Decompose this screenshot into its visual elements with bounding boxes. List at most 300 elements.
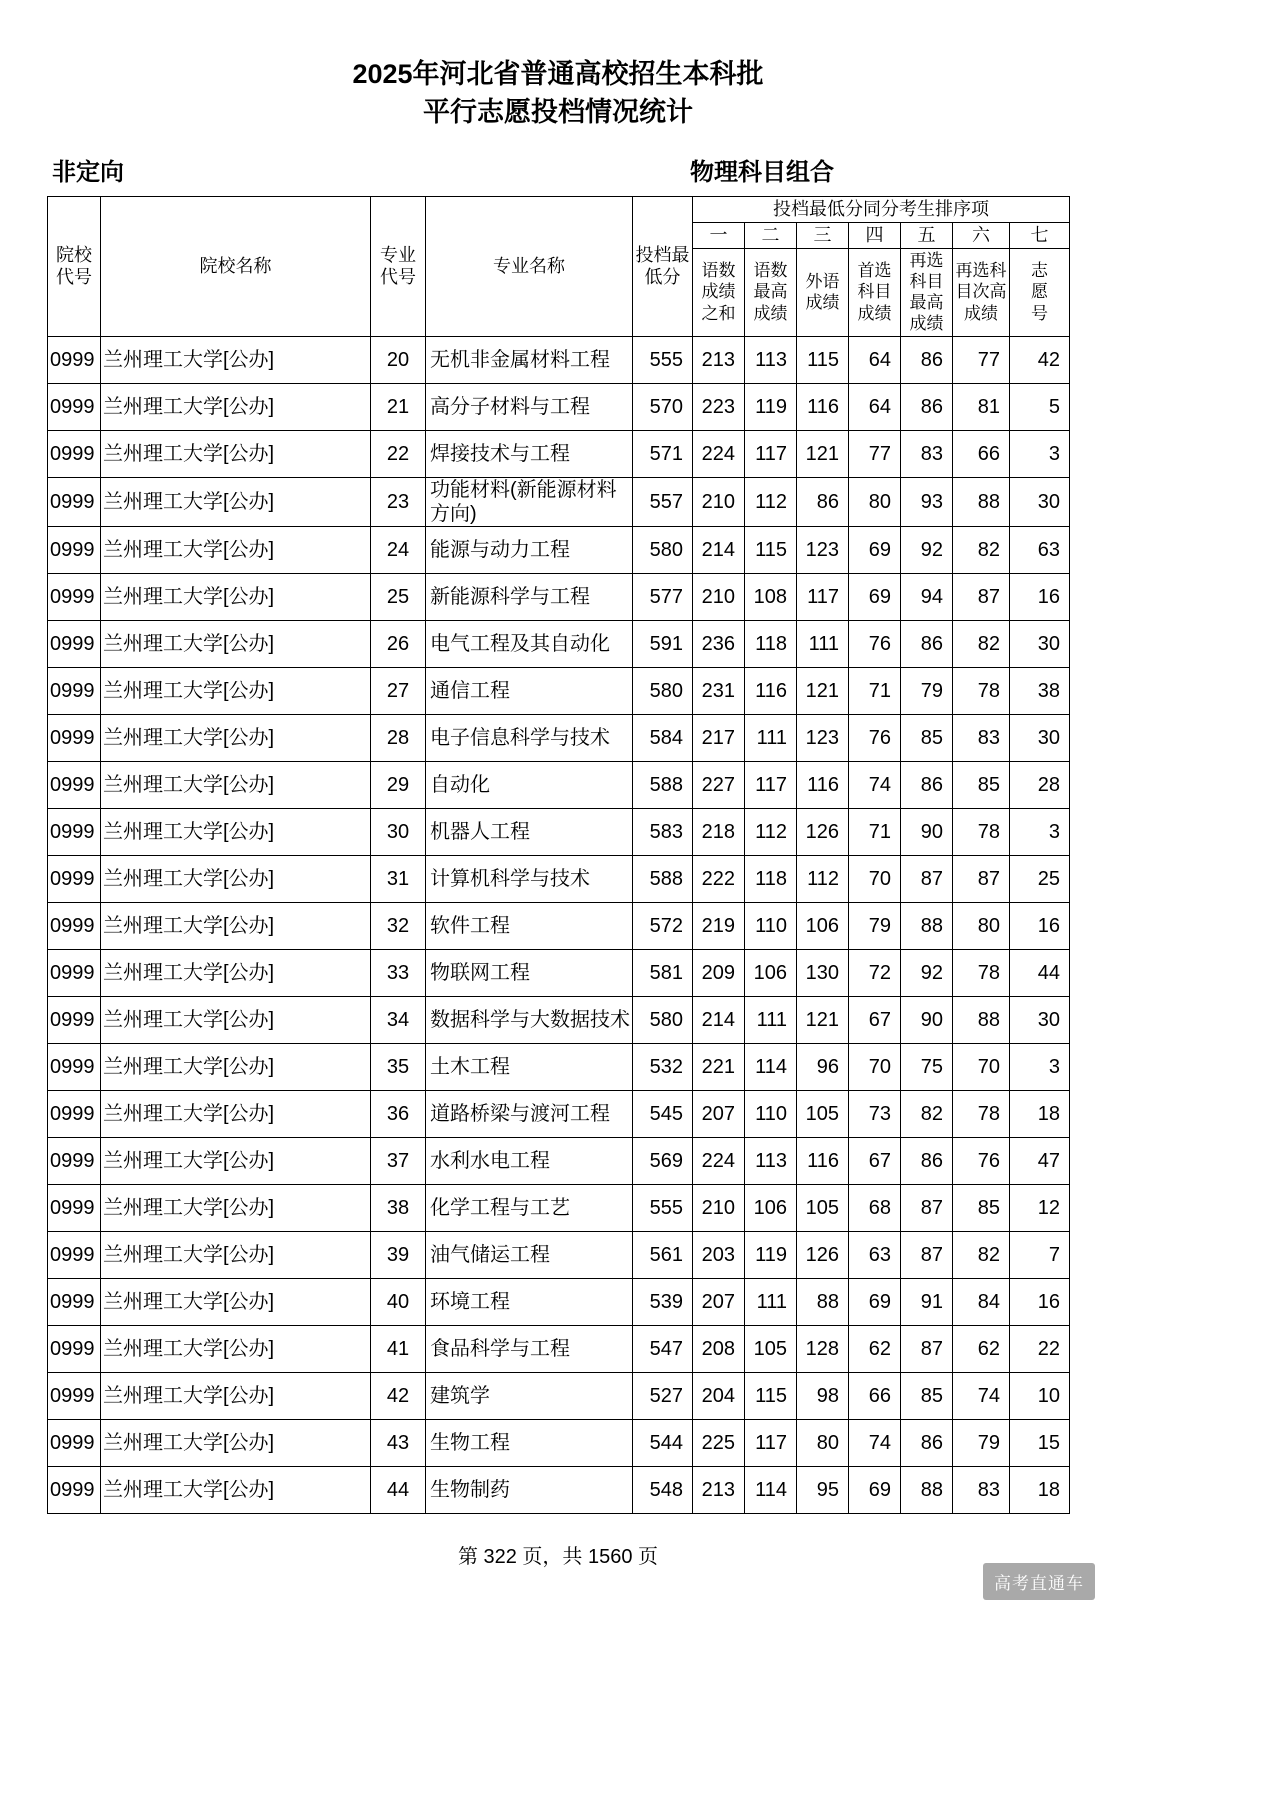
major-name-cell: 无机非金属材料工程	[426, 336, 633, 383]
header-tiebreak-group: 投档最低分同分考生排序项	[693, 196, 1070, 222]
college-code-cell: 0999	[48, 855, 101, 902]
tiebreak-4-cell: 67	[849, 1137, 901, 1184]
tiebreak-1-cell: 217	[693, 714, 745, 761]
major-name-cell: 电气工程及其自动化	[426, 620, 633, 667]
tiebreak-7-cell: 63	[1010, 526, 1070, 573]
header-tiebreak-num-2: 二	[745, 222, 797, 248]
header-tiebreak-label-1: 语数成绩之和	[693, 248, 745, 336]
tiebreak-6-cell: 82	[953, 526, 1010, 573]
college-code-cell: 0999	[48, 573, 101, 620]
tiebreak-7-cell: 25	[1010, 855, 1070, 902]
college-name-cell: 兰州理工大学[公办]	[101, 620, 371, 667]
table-row	[48, 855, 1070, 902]
college-code-cell: 0999	[48, 714, 101, 761]
tiebreak-5-cell: 87	[901, 1184, 953, 1231]
major-name-cell: 功能材料(新能源材料方向)	[426, 477, 633, 526]
tiebreak-1-cell: 210	[693, 1184, 745, 1231]
tiebreak-5-cell: 90	[901, 808, 953, 855]
tiebreak-2-cell: 117	[745, 1419, 797, 1466]
tiebreak-7-cell: 5	[1010, 383, 1070, 430]
major-code-cell: 38	[371, 1184, 426, 1231]
tiebreak-7-cell: 18	[1010, 1090, 1070, 1137]
tiebreak-7-cell: 30	[1010, 477, 1070, 526]
min-score-cell: 548	[633, 1466, 693, 1513]
table-row	[48, 1137, 1070, 1184]
tiebreak-7-cell: 42	[1010, 336, 1070, 383]
header-college-name: 院校名称	[101, 196, 371, 336]
tiebreak-1-cell: 210	[693, 477, 745, 526]
table-row	[48, 902, 1070, 949]
tiebreak-1-cell: 218	[693, 808, 745, 855]
college-code-cell: 0999	[48, 336, 101, 383]
header-tiebreak-label-2: 语数最高成绩	[745, 248, 797, 336]
major-code-cell: 23	[371, 477, 426, 526]
tiebreak-4-cell: 72	[849, 949, 901, 996]
table-row	[48, 1419, 1070, 1466]
college-name-cell: 兰州理工大学[公办]	[101, 808, 371, 855]
tiebreak-2-cell: 111	[745, 714, 797, 761]
min-score-cell: 580	[633, 526, 693, 573]
tiebreak-4-cell: 74	[849, 1419, 901, 1466]
tiebreak-7-cell: 30	[1010, 620, 1070, 667]
tiebreak-1-cell: 203	[693, 1231, 745, 1278]
document-page	[47, 0, 1069, 1569]
tiebreak-4-cell: 71	[849, 808, 901, 855]
tiebreak-4-cell: 79	[849, 902, 901, 949]
tiebreak-4-cell: 77	[849, 430, 901, 477]
tiebreak-6-cell: 77	[953, 336, 1010, 383]
tiebreak-4-cell: 67	[849, 996, 901, 1043]
tiebreak-5-cell: 83	[901, 430, 953, 477]
college-name-cell: 兰州理工大学[公办]	[101, 1090, 371, 1137]
major-name-cell: 计算机科学与技术	[426, 855, 633, 902]
major-code-cell: 24	[371, 526, 426, 573]
tiebreak-4-cell: 68	[849, 1184, 901, 1231]
tiebreak-1-cell: 208	[693, 1325, 745, 1372]
tiebreak-6-cell: 74	[953, 1372, 1010, 1419]
tiebreak-4-cell: 76	[849, 620, 901, 667]
college-code-cell: 0999	[48, 902, 101, 949]
tiebreak-4-cell: 63	[849, 1231, 901, 1278]
min-score-cell: 555	[633, 336, 693, 383]
tiebreak-1-cell: 225	[693, 1419, 745, 1466]
tiebreak-6-cell: 84	[953, 1278, 1010, 1325]
tiebreak-7-cell: 18	[1010, 1466, 1070, 1513]
tiebreak-1-cell: 210	[693, 573, 745, 620]
tiebreak-5-cell: 86	[901, 1419, 953, 1466]
table-row	[48, 1231, 1070, 1278]
college-name-cell: 兰州理工大学[公办]	[101, 1372, 371, 1419]
college-name-cell: 兰州理工大学[公办]	[101, 573, 371, 620]
college-code-cell: 0999	[48, 1372, 101, 1419]
tiebreak-4-cell: 70	[849, 855, 901, 902]
tiebreak-3-cell: 117	[797, 573, 849, 620]
tiebreak-1-cell: 221	[693, 1043, 745, 1090]
tiebreak-6-cell: 78	[953, 1090, 1010, 1137]
min-score-cell: 539	[633, 1278, 693, 1325]
tiebreak-5-cell: 88	[901, 1466, 953, 1513]
tiebreak-5-cell: 75	[901, 1043, 953, 1090]
min-score-cell: 581	[633, 949, 693, 996]
tiebreak-3-cell: 116	[797, 1137, 849, 1184]
tiebreak-1-cell: 227	[693, 761, 745, 808]
tiebreak-7-cell: 22	[1010, 1325, 1070, 1372]
major-name-cell: 道路桥梁与渡河工程	[426, 1090, 633, 1137]
major-code-cell: 30	[371, 808, 426, 855]
college-code-cell: 0999	[48, 526, 101, 573]
tiebreak-1-cell: 213	[693, 1466, 745, 1513]
tiebreak-6-cell: 76	[953, 1137, 1010, 1184]
table-row	[48, 667, 1070, 714]
tiebreak-3-cell: 130	[797, 949, 849, 996]
tiebreak-2-cell: 112	[745, 808, 797, 855]
header-tiebreak-label-7: 志愿号	[1010, 248, 1070, 336]
college-code-cell: 0999	[48, 1231, 101, 1278]
tiebreak-5-cell: 85	[901, 1372, 953, 1419]
major-name-cell: 土木工程	[426, 1043, 633, 1090]
college-code-cell: 0999	[48, 1090, 101, 1137]
major-name-cell: 新能源科学与工程	[426, 573, 633, 620]
tiebreak-2-cell: 119	[745, 1231, 797, 1278]
header-tiebreak-num-6: 六	[953, 222, 1010, 248]
major-code-cell: 41	[371, 1325, 426, 1372]
tiebreak-2-cell: 115	[745, 1372, 797, 1419]
college-name-cell: 兰州理工大学[公办]	[101, 996, 371, 1043]
major-code-cell: 31	[371, 855, 426, 902]
tiebreak-2-cell: 118	[745, 855, 797, 902]
college-code-cell: 0999	[48, 808, 101, 855]
major-name-cell: 数据科学与大数据技术	[426, 996, 633, 1043]
major-name-cell: 通信工程	[426, 667, 633, 714]
tiebreak-5-cell: 85	[901, 714, 953, 761]
tiebreak-1-cell: 204	[693, 1372, 745, 1419]
tiebreak-4-cell: 64	[849, 336, 901, 383]
tiebreak-5-cell: 86	[901, 620, 953, 667]
tiebreak-4-cell: 62	[849, 1325, 901, 1372]
college-code-cell: 0999	[48, 1325, 101, 1372]
major-name-cell: 化学工程与工艺	[426, 1184, 633, 1231]
tiebreak-5-cell: 86	[901, 1137, 953, 1184]
tiebreak-6-cell: 83	[953, 1466, 1010, 1513]
table-row	[48, 1466, 1070, 1513]
min-score-cell: 544	[633, 1419, 693, 1466]
college-code-cell: 0999	[48, 761, 101, 808]
college-name-cell: 兰州理工大学[公办]	[101, 949, 371, 996]
tiebreak-6-cell: 88	[953, 996, 1010, 1043]
major-name-cell: 油气储运工程	[426, 1231, 633, 1278]
tiebreak-2-cell: 108	[745, 573, 797, 620]
tiebreak-1-cell: 222	[693, 855, 745, 902]
tiebreak-4-cell: 71	[849, 667, 901, 714]
min-score-cell: 547	[633, 1325, 693, 1372]
tiebreak-5-cell: 87	[901, 1325, 953, 1372]
major-name-cell: 高分子材料与工程	[426, 383, 633, 430]
min-score-cell: 545	[633, 1090, 693, 1137]
college-name-cell: 兰州理工大学[公办]	[101, 1231, 371, 1278]
tiebreak-3-cell: 86	[797, 477, 849, 526]
min-score-cell: 588	[633, 855, 693, 902]
college-code-cell: 0999	[48, 1419, 101, 1466]
tiebreak-2-cell: 114	[745, 1043, 797, 1090]
tiebreak-4-cell: 69	[849, 1278, 901, 1325]
major-code-cell: 37	[371, 1137, 426, 1184]
tiebreak-2-cell: 113	[745, 1137, 797, 1184]
header-college-code: 院校代号	[48, 196, 101, 336]
tiebreak-2-cell: 112	[745, 477, 797, 526]
min-score-cell: 571	[633, 430, 693, 477]
tiebreak-4-cell: 70	[849, 1043, 901, 1090]
college-name-cell: 兰州理工大学[公办]	[101, 383, 371, 430]
tiebreak-7-cell: 3	[1010, 808, 1070, 855]
min-score-cell: 570	[633, 383, 693, 430]
header-tiebreak-num-5: 五	[901, 222, 953, 248]
major-code-cell: 43	[371, 1419, 426, 1466]
min-score-cell: 569	[633, 1137, 693, 1184]
tiebreak-2-cell: 117	[745, 430, 797, 477]
tiebreak-3-cell: 111	[797, 620, 849, 667]
table-row	[48, 336, 1070, 383]
college-name-cell: 兰州理工大学[公办]	[101, 526, 371, 573]
header-tiebreak-label-5: 再选科目最高成绩	[901, 248, 953, 336]
tiebreak-3-cell: 106	[797, 902, 849, 949]
tiebreak-3-cell: 123	[797, 714, 849, 761]
major-code-cell: 40	[371, 1278, 426, 1325]
college-name-cell: 兰州理工大学[公办]	[101, 1043, 371, 1090]
tiebreak-6-cell: 62	[953, 1325, 1010, 1372]
tiebreak-7-cell: 44	[1010, 949, 1070, 996]
min-score-cell: 527	[633, 1372, 693, 1419]
table-row	[48, 477, 1070, 526]
college-name-cell: 兰州理工大学[公办]	[101, 1278, 371, 1325]
watermark-badge: 高考直通车	[983, 1563, 1095, 1600]
table-row	[48, 1325, 1070, 1372]
tiebreak-1-cell: 231	[693, 667, 745, 714]
table-row	[48, 996, 1070, 1043]
tiebreak-6-cell: 80	[953, 902, 1010, 949]
tiebreak-1-cell: 224	[693, 430, 745, 477]
major-code-cell: 26	[371, 620, 426, 667]
college-code-cell: 0999	[48, 1043, 101, 1090]
tiebreak-2-cell: 105	[745, 1325, 797, 1372]
tiebreak-7-cell: 3	[1010, 1043, 1070, 1090]
tiebreak-6-cell: 82	[953, 1231, 1010, 1278]
tiebreak-1-cell: 214	[693, 526, 745, 573]
major-code-cell: 29	[371, 761, 426, 808]
tiebreak-3-cell: 126	[797, 808, 849, 855]
tiebreak-6-cell: 66	[953, 430, 1010, 477]
header-tiebreak-label-6: 再选科目次高成绩	[953, 248, 1010, 336]
tiebreak-7-cell: 28	[1010, 761, 1070, 808]
table-row	[48, 761, 1070, 808]
tiebreak-6-cell: 78	[953, 808, 1010, 855]
major-name-cell: 焊接技术与工程	[426, 430, 633, 477]
college-code-cell: 0999	[48, 1184, 101, 1231]
tiebreak-5-cell: 90	[901, 996, 953, 1043]
min-score-cell: 561	[633, 1231, 693, 1278]
header-tiebreak-num-3: 三	[797, 222, 849, 248]
header-major-name: 专业名称	[426, 196, 633, 336]
tiebreak-7-cell: 30	[1010, 714, 1070, 761]
major-name-cell: 建筑学	[426, 1372, 633, 1419]
tiebreak-4-cell: 69	[849, 526, 901, 573]
tiebreak-3-cell: 128	[797, 1325, 849, 1372]
min-score-cell: 584	[633, 714, 693, 761]
tiebreak-3-cell: 116	[797, 761, 849, 808]
college-code-cell: 0999	[48, 620, 101, 667]
tiebreak-1-cell: 214	[693, 996, 745, 1043]
page-title-line1: 2025年河北省普通高校招生本科批	[352, 59, 764, 89]
college-name-cell: 兰州理工大学[公办]	[101, 714, 371, 761]
tiebreak-4-cell: 69	[849, 1466, 901, 1513]
min-score-cell: 580	[633, 996, 693, 1043]
major-name-cell: 生物制药	[426, 1466, 633, 1513]
table-body	[48, 336, 1070, 1513]
min-score-cell: 588	[633, 761, 693, 808]
tiebreak-6-cell: 78	[953, 949, 1010, 996]
tiebreak-3-cell: 116	[797, 383, 849, 430]
tiebreak-5-cell: 82	[901, 1090, 953, 1137]
table-row	[48, 526, 1070, 573]
major-name-cell: 机器人工程	[426, 808, 633, 855]
tiebreak-3-cell: 121	[797, 667, 849, 714]
tiebreak-2-cell: 106	[745, 949, 797, 996]
page-title-line2: 平行志愿投档情况统计	[423, 96, 693, 127]
tiebreak-7-cell: 10	[1010, 1372, 1070, 1419]
min-score-cell: 532	[633, 1043, 693, 1090]
min-score-cell: 583	[633, 808, 693, 855]
tiebreak-6-cell: 85	[953, 1184, 1010, 1231]
tiebreak-2-cell: 119	[745, 383, 797, 430]
major-code-cell: 33	[371, 949, 426, 996]
min-score-cell: 591	[633, 620, 693, 667]
tiebreak-5-cell: 86	[901, 761, 953, 808]
min-score-cell: 577	[633, 573, 693, 620]
college-code-cell: 0999	[48, 1466, 101, 1513]
college-name-cell: 兰州理工大学[公办]	[101, 1466, 371, 1513]
college-name-cell: 兰州理工大学[公办]	[101, 477, 371, 526]
table-row	[48, 430, 1070, 477]
tiebreak-5-cell: 87	[901, 855, 953, 902]
subject-combo-label: 物理科目组合	[690, 158, 834, 186]
tiebreak-5-cell: 92	[901, 949, 953, 996]
tiebreak-7-cell: 16	[1010, 573, 1070, 620]
major-code-cell: 35	[371, 1043, 426, 1090]
min-score-cell: 557	[633, 477, 693, 526]
major-name-cell: 生物工程	[426, 1419, 633, 1466]
tiebreak-3-cell: 121	[797, 996, 849, 1043]
table-row	[48, 1184, 1070, 1231]
tiebreak-2-cell: 115	[745, 526, 797, 573]
header-min-score: 投档最低分	[633, 196, 693, 336]
page-number-info: 第 322 页，共 1560 页	[457, 1545, 659, 1568]
major-name-cell: 水利水电工程	[426, 1137, 633, 1184]
tiebreak-2-cell: 118	[745, 620, 797, 667]
tiebreak-6-cell: 81	[953, 383, 1010, 430]
table-row	[48, 383, 1070, 430]
table-row	[48, 1278, 1070, 1325]
tiebreak-1-cell: 207	[693, 1090, 745, 1137]
min-score-cell: 580	[633, 667, 693, 714]
major-name-cell: 软件工程	[426, 902, 633, 949]
tiebreak-7-cell: 7	[1010, 1231, 1070, 1278]
college-name-cell: 兰州理工大学[公办]	[101, 430, 371, 477]
tiebreak-7-cell: 15	[1010, 1419, 1070, 1466]
college-name-cell: 兰州理工大学[公办]	[101, 1419, 371, 1466]
college-code-cell: 0999	[48, 1137, 101, 1184]
tiebreak-4-cell: 80	[849, 477, 901, 526]
tiebreak-5-cell: 88	[901, 902, 953, 949]
tiebreak-3-cell: 112	[797, 855, 849, 902]
tiebreak-4-cell: 69	[849, 573, 901, 620]
major-code-cell: 34	[371, 996, 426, 1043]
major-code-cell: 36	[371, 1090, 426, 1137]
tiebreak-3-cell: 80	[797, 1419, 849, 1466]
tiebreak-5-cell: 87	[901, 1231, 953, 1278]
tiebreak-7-cell: 16	[1010, 1278, 1070, 1325]
table-header	[48, 196, 1070, 336]
tiebreak-6-cell: 82	[953, 620, 1010, 667]
college-name-cell: 兰州理工大学[公办]	[101, 1137, 371, 1184]
header-tiebreak-label-4: 首选科目成绩	[849, 248, 901, 336]
college-code-cell: 0999	[48, 383, 101, 430]
tiebreak-6-cell: 88	[953, 477, 1010, 526]
tiebreak-7-cell: 3	[1010, 430, 1070, 477]
tiebreak-4-cell: 76	[849, 714, 901, 761]
table-row	[48, 714, 1070, 761]
tiebreak-1-cell: 219	[693, 902, 745, 949]
tiebreak-2-cell: 110	[745, 902, 797, 949]
tiebreak-5-cell: 79	[901, 667, 953, 714]
tiebreak-1-cell: 236	[693, 620, 745, 667]
tiebreak-2-cell: 111	[745, 1278, 797, 1325]
major-code-cell: 32	[371, 902, 426, 949]
major-code-cell: 42	[371, 1372, 426, 1419]
tiebreak-7-cell: 38	[1010, 667, 1070, 714]
tiebreak-3-cell: 95	[797, 1466, 849, 1513]
tiebreak-3-cell: 115	[797, 336, 849, 383]
tiebreak-7-cell: 30	[1010, 996, 1070, 1043]
tiebreak-6-cell: 79	[953, 1419, 1010, 1466]
tiebreak-7-cell: 12	[1010, 1184, 1070, 1231]
tiebreak-3-cell: 121	[797, 430, 849, 477]
tiebreak-4-cell: 64	[849, 383, 901, 430]
table-row	[48, 808, 1070, 855]
table-row	[48, 573, 1070, 620]
tiebreak-2-cell: 106	[745, 1184, 797, 1231]
college-name-cell: 兰州理工大学[公办]	[101, 336, 371, 383]
tiebreak-1-cell: 223	[693, 383, 745, 430]
table-row	[48, 1372, 1070, 1419]
major-name-cell: 自动化	[426, 761, 633, 808]
major-code-cell: 39	[371, 1231, 426, 1278]
tiebreak-3-cell: 105	[797, 1184, 849, 1231]
tiebreak-2-cell: 116	[745, 667, 797, 714]
tiebreak-1-cell: 209	[693, 949, 745, 996]
tiebreak-2-cell: 110	[745, 1090, 797, 1137]
major-code-cell: 27	[371, 667, 426, 714]
major-name-cell: 食品科学与工程	[426, 1325, 633, 1372]
college-code-cell: 0999	[48, 477, 101, 526]
college-name-cell: 兰州理工大学[公办]	[101, 761, 371, 808]
tiebreak-6-cell: 85	[953, 761, 1010, 808]
tiebreak-7-cell: 47	[1010, 1137, 1070, 1184]
tiebreak-1-cell: 207	[693, 1278, 745, 1325]
major-name-cell: 物联网工程	[426, 949, 633, 996]
tiebreak-5-cell: 91	[901, 1278, 953, 1325]
tiebreak-6-cell: 87	[953, 855, 1010, 902]
major-code-cell: 21	[371, 383, 426, 430]
college-name-cell: 兰州理工大学[公办]	[101, 855, 371, 902]
